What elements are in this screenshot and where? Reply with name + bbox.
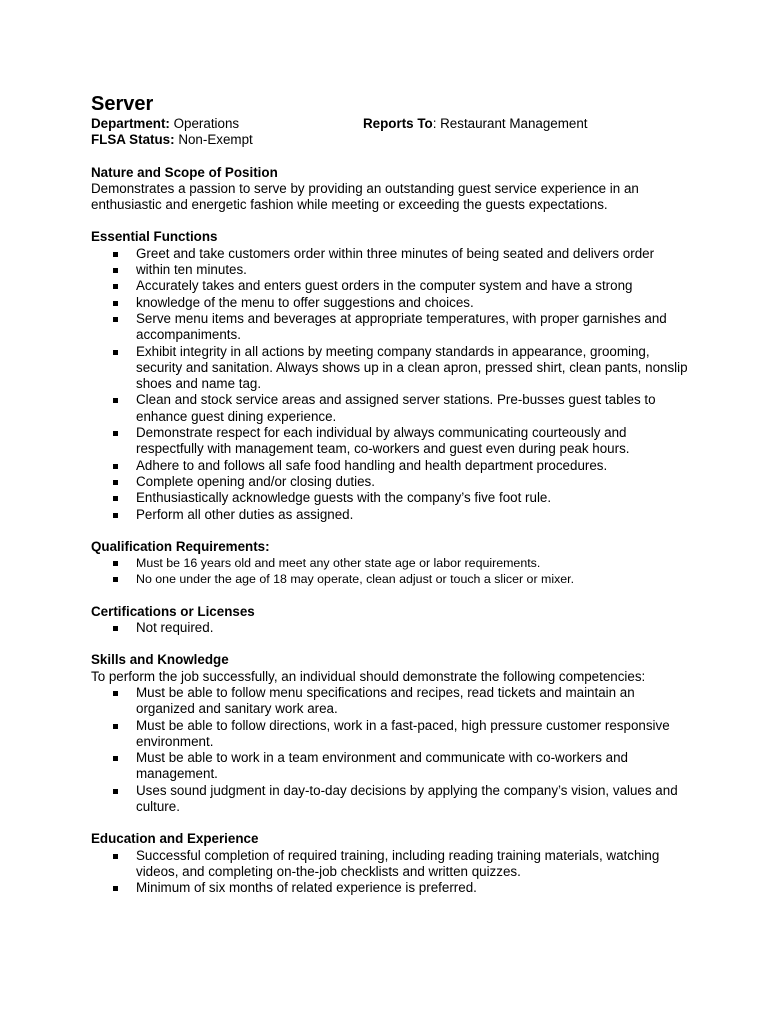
meta-row-department [91,116,691,132]
section-education [91,831,691,896]
certifications-heading: Certifications or Licenses [91,603,255,619]
section-nature [91,165,691,214]
bullet-square-icon [113,854,118,859]
list-item: Must be able to follow directions, work in a fast-paced, high pressure customer responsive environment. [91,718,691,751]
bullet-square-icon [113,561,118,566]
bullet-square-icon [113,724,118,729]
skills-heading: Skills and Knowledge [91,652,229,668]
skills-list [91,685,691,815]
list-item: Complete opening and/or closing duties. [91,474,691,490]
list-item: Must be able to work in a team environment and communicate with co-workers and management. [91,750,691,783]
list-item: Adhere to and follows all safe food handling and health department procedures. [91,458,691,474]
certifications-list [91,620,691,636]
document-title: Server [91,93,154,115]
bullet-square-icon [113,626,118,631]
bullet-square-icon [113,464,118,469]
meta-row-flsa [91,132,691,148]
list-item: Demonstrate respect for each individual by always communicating courteously and respectfully with management team, co-workers and guest even during peak hours. [91,425,691,458]
bullet-square-icon [113,789,118,794]
bullet-square-icon [113,268,118,273]
nature-line: enthusiastic and energetic fashion while meeting or exceeding the guests expectations. [91,197,608,213]
bullet-square-icon [113,480,118,485]
bullet-square-icon [113,252,118,257]
flsa-value: Non-Exempt [178,132,253,148]
list-item: Enthusiastically acknowledge guests with the company’s five foot rule. [91,490,691,506]
bullet-square-icon [113,886,118,891]
nature-line: Demonstrates a passion to serve by providing an outstanding guest service experience in an [91,180,639,196]
education-list [91,848,691,897]
flsa-field [91,132,253,148]
department-label: Department: [91,116,170,131]
bullet-square-icon [113,691,118,696]
list-item: Must be 16 years old and meet any other state age or labor requirements. [91,555,691,571]
nature-heading: Nature and Scope of Position [91,164,278,180]
list-item: Exhibit integrity in all actions by meeting company standards in appearance, grooming, security and sanitation. Always shows up in a clean apron, pressed shirt, clean pants, nonslip shoes and name tag. [91,344,691,393]
essential-list [91,246,691,523]
list-item: Greet and take customers order within three minutes of being seated and delivers order [91,246,691,262]
bullet-square-icon [113,513,118,518]
list-item: Accurately takes and enters guest orders in the computer system and have a strong [91,278,691,294]
list-item: No one under the age of 18 may operate, clean adjust or touch a slicer or mixer. [91,571,691,587]
reports-to-label: Reports To [363,116,433,131]
list-item: Not required. [91,620,691,636]
essential-heading: Essential Functions [91,229,218,245]
reports-to-value: : Restaurant Management [432,116,588,131]
bullet-square-icon [113,496,118,501]
list-item: Perform all other duties as assigned. [91,507,691,523]
section-skills [91,652,691,815]
section-certifications [91,604,691,637]
list-item: knowledge of the menu to offer suggestions and choices. [91,295,691,311]
list-item: Uses sound judgment in day-to-day decisions by applying the company’s vision, values and culture. [91,783,691,816]
bullet-square-icon [113,350,118,355]
bullet-square-icon [113,398,118,403]
list-item: Clean and stock service areas and assigned server stations. Pre-busses guest tables to enhance guest dining experience. [91,392,691,425]
bullet-square-icon [113,577,118,582]
bullet-square-icon [113,284,118,289]
department-field [91,116,363,132]
skills-intro: To perform the job successfully, an individual should demonstrate the following competencies: [91,668,646,684]
section-qualification [91,539,691,588]
qualification-list [91,555,691,588]
list-item: Serve menu items and beverages at appropriate temperatures, with proper garnishes and accompaniments. [91,311,691,344]
qualification-heading: Qualification Requirements: [91,538,270,554]
bullet-square-icon [113,317,118,322]
job-description-document [91,92,691,896]
education-heading: Education and Experience [91,831,259,847]
bullet-square-icon [113,301,118,306]
list-item: Must be able to follow menu specifications and recipes, read tickets and maintain an organized and sanitary work area. [91,685,691,718]
section-essential-functions [91,229,691,522]
bullet-square-icon [113,431,118,436]
list-item: Successful completion of required training, including reading training materials, watching videos, and completing on-the-job checklists and written quizzes. [91,848,691,881]
department-value: Operations [173,116,240,131]
flsa-label: FLSA Status: [91,132,175,148]
bullet-square-icon [113,756,118,761]
list-item: Minimum of six months of related experience is preferred. [91,880,691,896]
list-item: within ten minutes. [91,262,691,278]
reports-to-field [363,116,588,132]
